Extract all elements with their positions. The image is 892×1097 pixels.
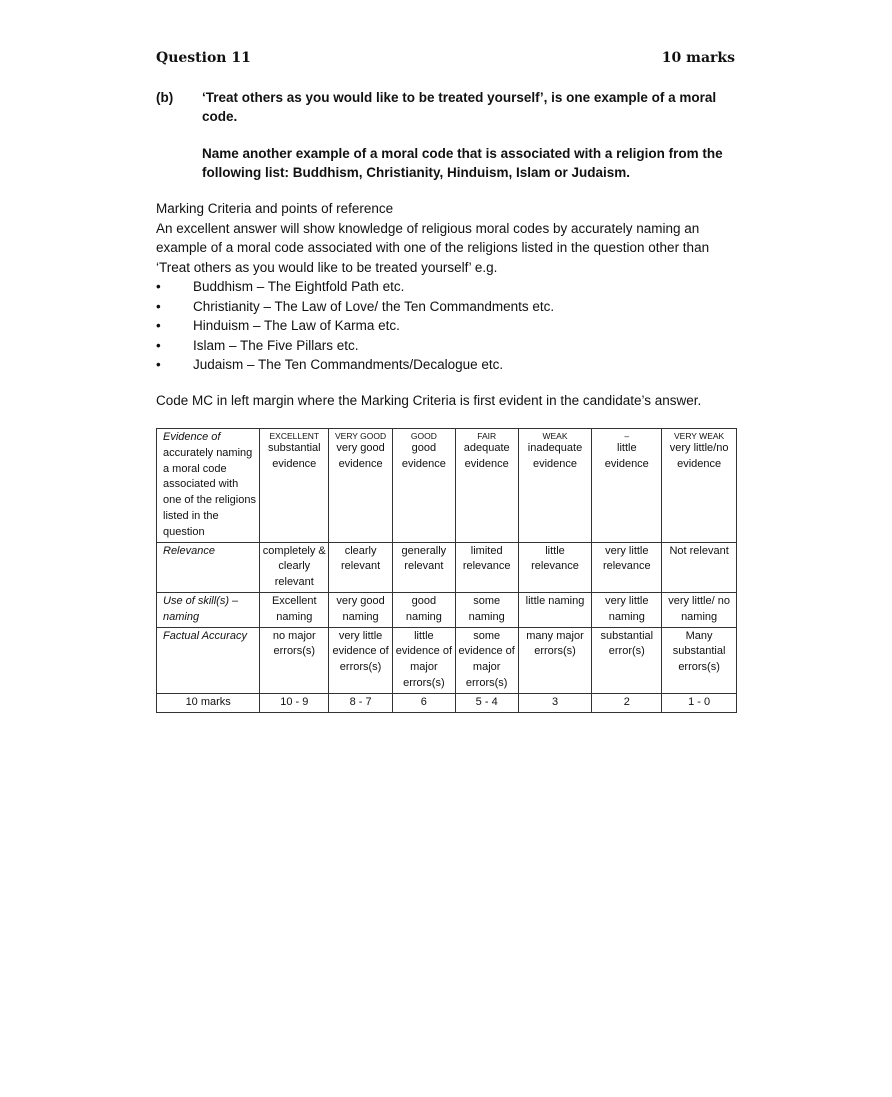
table-row <box>157 693 737 712</box>
grid-cell: VERY WEAK very little/no evidence <box>662 429 737 543</box>
mark-range: 10 - 9 <box>260 693 329 712</box>
marking-grid <box>156 428 737 713</box>
question-number: Question 11 <box>156 50 251 66</box>
table-row <box>157 627 737 693</box>
mark-range: 8 - 7 <box>329 693 393 712</box>
list-item: • Judaism – The Ten Commandments/Decalogue etc. <box>156 355 746 375</box>
grid-cell: many major errors(s) <box>518 627 592 693</box>
grid-cell: Not relevant <box>662 542 737 592</box>
grid-cell: EXCELLENT substantial evidence <box>260 429 329 543</box>
grid-cell: some naming <box>455 592 518 627</box>
list-item: • Hinduism – The Law of Karma etc. <box>156 316 746 336</box>
mark-range: 2 <box>592 693 662 712</box>
example-list <box>156 277 746 375</box>
table-row <box>157 429 737 543</box>
list-item: • Christianity – The Law of Love/ the Ten Commandments etc. <box>156 297 746 317</box>
grid-cell: very little evidence of errors(s) <box>329 627 393 693</box>
grade-label: VERY WEAK <box>673 431 725 441</box>
grid-cell: GOOD good evidence <box>392 429 455 543</box>
grid-cell: WEAK inadequate evidence <box>518 429 592 543</box>
grid-cell: FAIR adequate evidence <box>455 429 518 543</box>
question-part-label: (b) <box>156 90 174 105</box>
footer-label: 10 marks <box>157 693 260 712</box>
grid-cell: – little evidence <box>592 429 662 543</box>
grid-cell: little naming <box>518 592 592 627</box>
code-note: Code MC in left margin where the Marking Criteria is first evident in the candidate’s answer. <box>156 393 702 408</box>
bullet-icon: • <box>156 357 161 372</box>
grid-cell: little evidence of major errors(s) <box>392 627 455 693</box>
grid-cell: very little naming <box>592 592 662 627</box>
list-item: • Islam – The Five Pillars etc. <box>156 336 746 356</box>
grade-label: – <box>624 431 630 441</box>
bullet-icon: • <box>156 337 161 353</box>
grid-cell: very little/ no naming <box>662 592 737 627</box>
mark-range: 5 - 4 <box>455 693 518 712</box>
grid-cell: VERY GOOD very good evidence <box>329 429 393 543</box>
bullet-icon: • <box>156 318 161 333</box>
question-statement: ‘Treat others as you would like to be treated yourself’, is one example of a moral code. <box>202 90 717 124</box>
list-item: • Buddhism – The Eightfold Path etc. <box>156 277 746 297</box>
grade-label: WEAK <box>542 431 568 441</box>
grid-cell: some evidence of major errors(s) <box>455 627 518 693</box>
grid-cell: clearly relevant <box>329 542 393 592</box>
row-heading: Factual Accuracy <box>157 627 260 693</box>
grid-cell: generally relevant <box>392 542 455 592</box>
grid-cell: substantial error(s) <box>592 627 662 693</box>
mark-range: 3 <box>518 693 592 712</box>
grid-cell: completely & clearly relevant <box>260 542 329 592</box>
table-row <box>157 592 737 627</box>
grid-cell: little relevance <box>518 542 592 592</box>
row-heading: Evidence of accurately naming a moral code associated with one of the religions listed in the question <box>157 429 260 543</box>
question-marks: 10 marks <box>661 50 735 66</box>
mark-range: 6 <box>392 693 455 712</box>
grid-cell: Many substantial errors(s) <box>662 627 737 693</box>
bullet-icon: • <box>156 298 161 314</box>
bullet-icon: • <box>156 279 161 294</box>
row-heading: Use of skill(s) – naming <box>157 592 260 627</box>
grid-cell: very good naming <box>329 592 393 627</box>
grade-label: FAIR <box>477 431 497 441</box>
grid-cell: limited relevance <box>455 542 518 592</box>
row-heading: Relevance <box>157 542 260 592</box>
grade-label: GOOD <box>410 431 437 441</box>
table-row <box>157 542 737 592</box>
grid-cell: good naming <box>392 592 455 627</box>
grid-cell: very little relevance <box>592 542 662 592</box>
grid-cell: Excellent naming <box>260 592 329 627</box>
marking-criteria <box>156 199 746 375</box>
criteria-intro: An excellent answer will show knowledge of religious moral codes by accurately naming an example of a moral code associated with one of the religions listed in the question other than ‘Treat others as you would like to be treated yourself’ e.g. <box>156 220 710 275</box>
question-instruction: Name another example of a moral code that is associated with a religion from the following list: Buddhism, Christianity, Hinduism, Islam or Judaism. <box>202 146 723 180</box>
grade-label: VERY GOOD <box>334 431 387 441</box>
grid-cell: no major errors(s) <box>260 627 329 693</box>
criteria-heading: Marking Criteria and points of reference <box>156 201 394 216</box>
grade-label: EXCELLENT <box>269 431 320 441</box>
mark-range: 1 - 0 <box>662 693 737 712</box>
